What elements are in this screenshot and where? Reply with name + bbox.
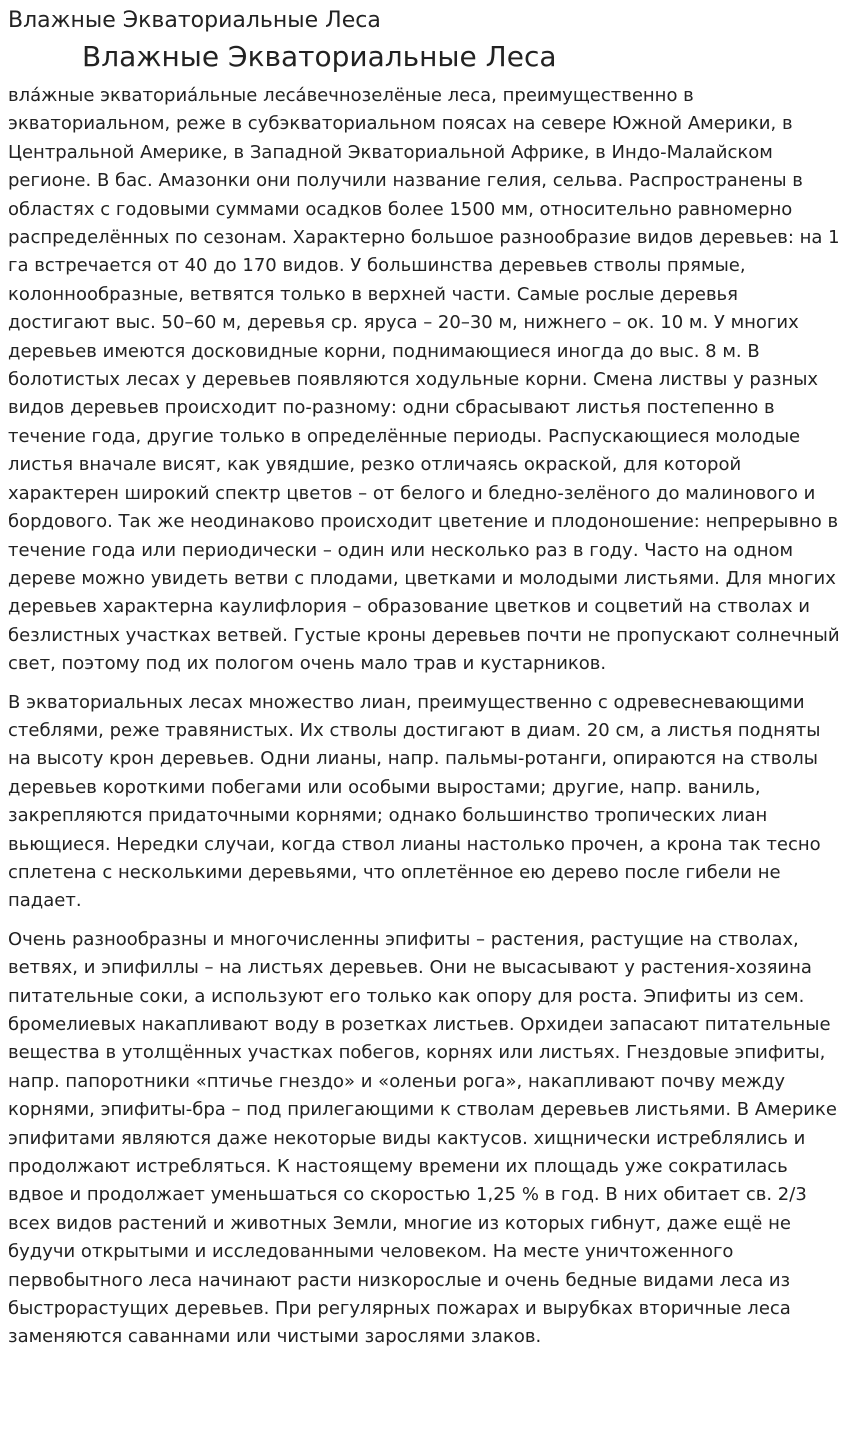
article-paragraph: В экваториальных лесах множество лиан, преимущественно с одревесневающими стеблями, реже травянистых. Их стволы достигают в диам. 20 см, а листья подняты на высоту крон деревьев. Одни лианы, напр. пальмы-ротанги, опираются на стволы деревьев короткими побегами или особыми выростами; другие, напр. ваниль, закрепляются придаточными корнями; однако большинство тропических лиан вьющиеся. Нередки случаи, когда ствол лианы настолько прочен, а крона так тесно сплетена с несколькими деревьями, что оплетённое ею дерево после гибели не падает. xyxy=(8,691,821,912)
article-paragraph: Очень разнообразны и многочисленны эпифиты – растения, растущие на стволах, ветвях, и эпифиллы – на листьях деревьев. Они не высасывают у растения-хозяина питательные соки, а используют его только как опору для роста. Эпифиты из сем. бромелиевых накапливают воду в розетках листьев. Орхидеи запасают питательные вещества в утолщённых участках побегов, корнях или листьях. Гнездовые эпифиты, напр. папоротники «птичье гнездо» и «оленьи рога», накапливают почву между корнями, эпифиты-бра – под прилегающими к стволам деревьев листьями. В Америке эпифитами являются даже некоторые виды кактусов. хищнически истреблялись и продолжают истребляться. К настоящему времени их площадь уже сократилась вдвое и продолжает уменьшаться со скоростью 1,25 % в год. В них обитает св. 2/3 всех видов растений и животных Земли, многие из которых гибнут, даже ещё не будучи открытыми и исследованными человеком. На месте уничтоженного первобытного леса начинают расти низкорослые и очень бедные видами леса из быстрорастущих деревьев. При регулярных пожарах и вырубках вторичные леса заменяются саваннами или чистыми зарослями злаков. xyxy=(8,928,837,1348)
page-title: Влажные Экваториальные Леса xyxy=(82,40,557,73)
page xyxy=(8,6,840,1362)
article-body xyxy=(8,82,840,1352)
article-paragraph: влáжные экваториáльные лесáвечнозелёные леса, преимущественно в экваториальном, реже в субэкваториальном поясах на севере Южной Америки, в Центральной Америке, в Западной Экваториальной Африке, в Индо-Малайском регионе. В бас. Амазонки они получили название гелия, сельва. Распространены в областях с годовыми суммами осадков более 1500 мм, относительно равномерно распределённых по сезонам. Характерно большое разнообразие видов деревьев: на 1 га встречается от 40 до 170 видов. У большинства деревьев стволы прямые, колоннообразные, ветвятся только в верхней части. Самые рослые деревья достигают выс. 50–60 м, деревья ср. яруса – 20–30 м, нижнего – ок. 10 м. У многих деревьев имеются досковидные корни, поднимающиеся иногда до выс. 8 м. В болотистых лесах у деревьев появляются ходульные корни. Смена листвы у разных видов деревьев происходит по-разному: одни сбрасывают листья постепенно в течение года, другие только в определённые периоды. Распускающиеся молодые листья вначале висят, как увядшие, резко отличаясь окраской, для которой характерен широкий спектр цветов – от белого и бледно-зелёного до малинового и бордового. Так же неодинаково происходит цветение и плодоношение: непрерывно в течение года или периодически – один или несколько раз в году. Часто на одном дереве можно увидеть ветви с плодами, цветками и молодыми листьями. Для многих деревьев характерна каулифлория – образование цветков и соцветий на стволах и безлистных участках ветвей. Густые кроны деревьев почти не пропускают солнечный свет, поэтому под их пологом очень мало трав и кустарников. xyxy=(8,85,840,675)
site-title: Влажные Экваториальные Леса xyxy=(8,8,381,33)
